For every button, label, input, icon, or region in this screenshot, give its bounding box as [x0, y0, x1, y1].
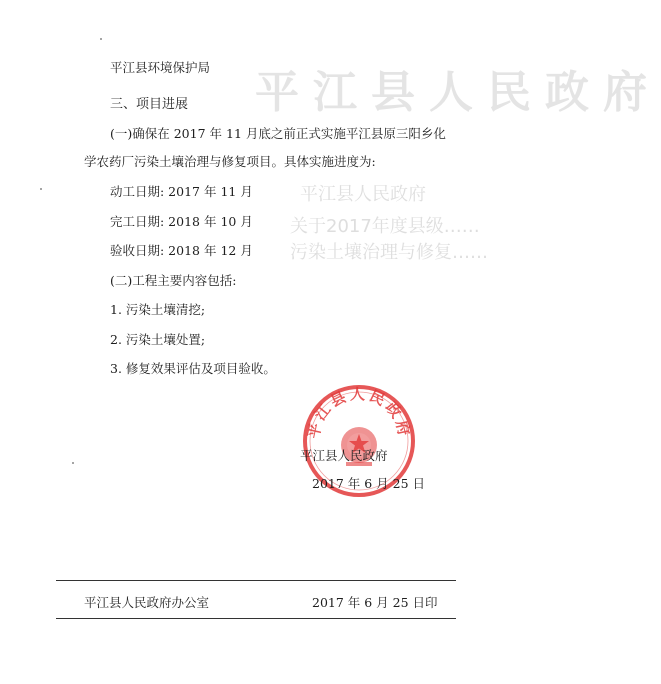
footer-print-date: 2017 年 6 月 25 日印 [312, 595, 438, 610]
header-org: 平江县环境保护局 [110, 60, 211, 75]
section-title: 三、项目进展 [110, 97, 189, 112]
list-item: 3. 修复效果评估及项目验收。 [110, 361, 276, 376]
finish-date: 完工日期: 2018 年 10 月 [110, 214, 253, 229]
scan-speck [40, 188, 42, 190]
signature-date: 2017 年 6 月 25 日 [312, 476, 426, 491]
bleed-through-mark: 污染土壤治理与修复…… [290, 242, 488, 263]
footer-rule-top [56, 580, 456, 581]
footer-rule-bottom [56, 618, 456, 619]
paragraph-line: (一)确保在 2017 年 11 月底之前正式实施平江县原三阳乡化 [110, 126, 446, 141]
bleed-through-mark: 平江县人民政府 [255, 67, 661, 118]
bleed-through-mark: 关于2017年度县级…… [290, 216, 480, 237]
stamp-text: 平江县人民政府 [304, 385, 414, 441]
list-item: 2. 污染土壤处置; [110, 332, 206, 347]
start-date: 动工日期: 2017 年 11 月 [110, 184, 253, 199]
bleed-through-mark: 平江县人民政府 [300, 184, 426, 205]
signer: 平江县人民政府 [300, 448, 388, 463]
footer-office: 平江县人民政府办公室 [84, 595, 210, 610]
acceptance-date: 验收日期: 2018 年 12 月 [110, 243, 253, 258]
list-item: 1. 污染土壤清挖; [110, 302, 206, 317]
subsection-title: (二)工程主要内容包括: [110, 273, 237, 288]
scan-speck [100, 38, 102, 40]
paragraph-line: 学农药厂污染土壤治理与修复项目。具体实施进度为: [84, 154, 376, 169]
scan-speck [72, 462, 74, 464]
